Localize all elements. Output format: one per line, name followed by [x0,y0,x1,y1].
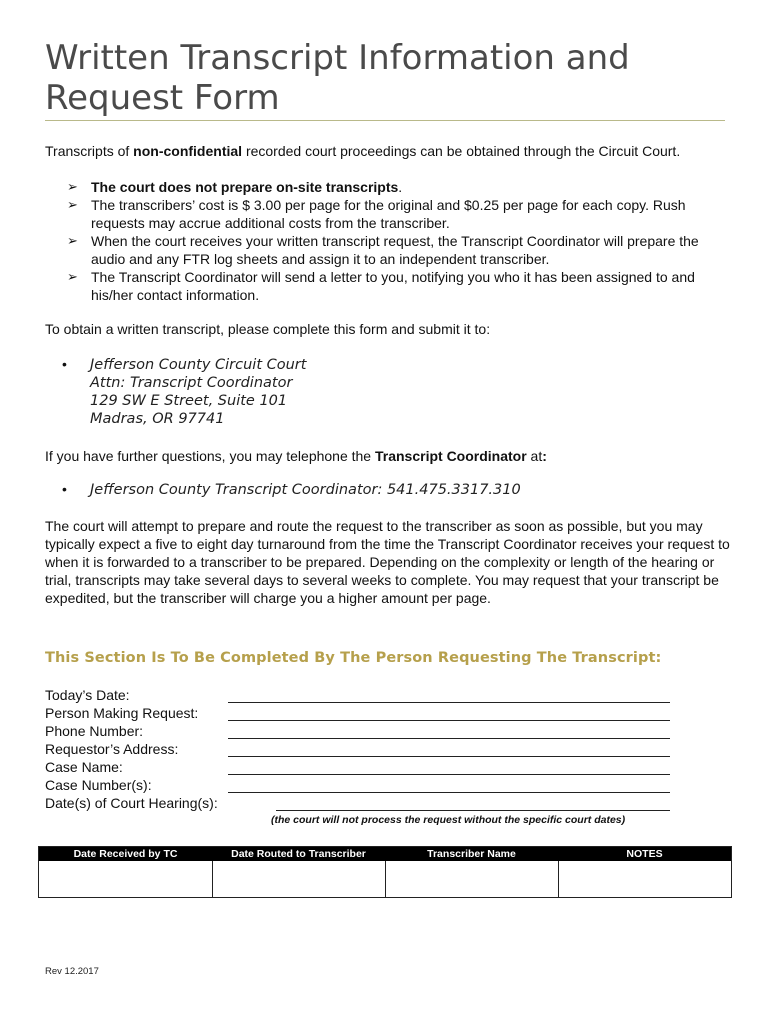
case-numbers-label: Case Number(s): [45,777,152,793]
obtain-instructions: To obtain a written transcript, please complete this form and submit it to: [45,321,491,337]
person-making-request-field[interactable] [228,720,670,721]
arrow-bullet-icon: ➢ [67,269,78,284]
turnaround-paragraph: The court will attempt to prepare and route the request to the transcriber as soon as possible, but you may typically expect a five to eight day turnaround from the time the Transcript Coordinator receives your request to when it is forwarded to a transcriber to be prepared. Depending on the complexity or length of the hearing or trial, transcripts may take several days to several weeks to complete. You may request that your transcript be expedited, but the transcriber will charge you a higher amount per page. [45,518,730,606]
address-line: 129 SW E Street, Suite 101 [90,393,288,409]
requester-section-heading: This Section Is To Be Completed By The Person Requesting The Transcript: [45,650,662,666]
person-making-request-label: Person Making Request: [45,705,199,721]
case-name-field[interactable] [228,774,670,775]
phone-number-label: Phone Number: [45,723,144,739]
phone-text: Jefferson County Transcript Coordinator: 541.475.3317.310 [90,482,521,498]
arrow-bullet-icon: ➢ [67,233,78,248]
bullet-text: When the court receives your written transcript request, the Transcript Coordinator will prepare the audio and any FTR log sheets and assign it to an independent transcriber. [91,233,699,267]
table-header-date-received: Date Received by TC [73,848,178,860]
intro-prefix: Transcripts of [45,143,134,159]
further-prefix: If you have further questions, you may telephone the [45,448,375,464]
bullet-item [67,178,727,196]
further-questions [45,447,725,465]
bullet-text: The Transcript Coordinator will send a letter to you, notifying you who it has been assigned to and his/her contact information. [91,269,695,303]
requestor-address-field[interactable] [228,756,670,757]
address-block [90,356,306,428]
todays-date-field[interactable] [228,702,670,703]
info-bullet-list [67,178,727,304]
date-received-cell[interactable] [39,861,212,897]
bullet-dot-icon: • [62,481,67,497]
table-header-notes: NOTES [626,848,663,860]
bullet-item [67,232,727,268]
tc-office-use-table [38,846,732,898]
bullet-item [67,268,727,304]
table-header-date-routed: Date Routed to Transcriber [231,848,366,860]
table-header-transcriber-name: Transcriber Name [427,848,516,860]
title-divider [45,120,725,121]
bullet-item [67,196,727,232]
intro-bold: non-confidential [133,143,243,159]
address-line: Attn: Transcript Coordinator [90,375,293,391]
bullet-bold: The court does not prepare on-site transcripts [91,179,399,195]
revision-label: Rev 12.2017 [45,966,99,977]
requestor-address-label: Requestor’s Address: [45,741,179,757]
hearing-dates-note: (the court will not process the request without the specific court dates) [271,814,626,826]
notes-cell[interactable] [559,861,731,897]
bullet-text: . [398,179,403,195]
case-numbers-field[interactable] [228,792,670,793]
page-title: Written Transcript Information and Request Form [45,38,630,118]
hearing-dates-label: Date(s) of Court Hearing(s): [45,795,218,811]
further-bold: Transcript Coordinator [374,448,527,464]
date-routed-cell[interactable] [213,861,385,897]
hearing-dates-field[interactable] [276,810,670,811]
address-line: Jefferson County Circuit Court [90,357,307,373]
address-line: Madras, OR 97741 [90,411,225,427]
intro-paragraph [45,142,725,160]
further-colon: : [542,448,547,464]
phone-number-field[interactable] [228,738,670,739]
bullet-text: The transcribers’ cost is $ 3.00 per page for the original and $0.25 per page for each copy. Rush requests may accrue additional costs from the transcriber. [91,197,686,231]
todays-date-label: Today’s Date: [45,687,130,703]
case-name-label: Case Name: [45,759,123,775]
table-header-row [39,847,731,861]
bullet-dot-icon: • [62,356,67,372]
intro-suffix: recorded court proceedings can be obtained through the Circuit Court. [242,143,681,159]
transcriber-name-cell[interactable] [386,861,558,897]
arrow-bullet-icon: ➢ [67,179,78,194]
further-suffix: at [526,448,543,464]
arrow-bullet-icon: ➢ [67,197,78,212]
